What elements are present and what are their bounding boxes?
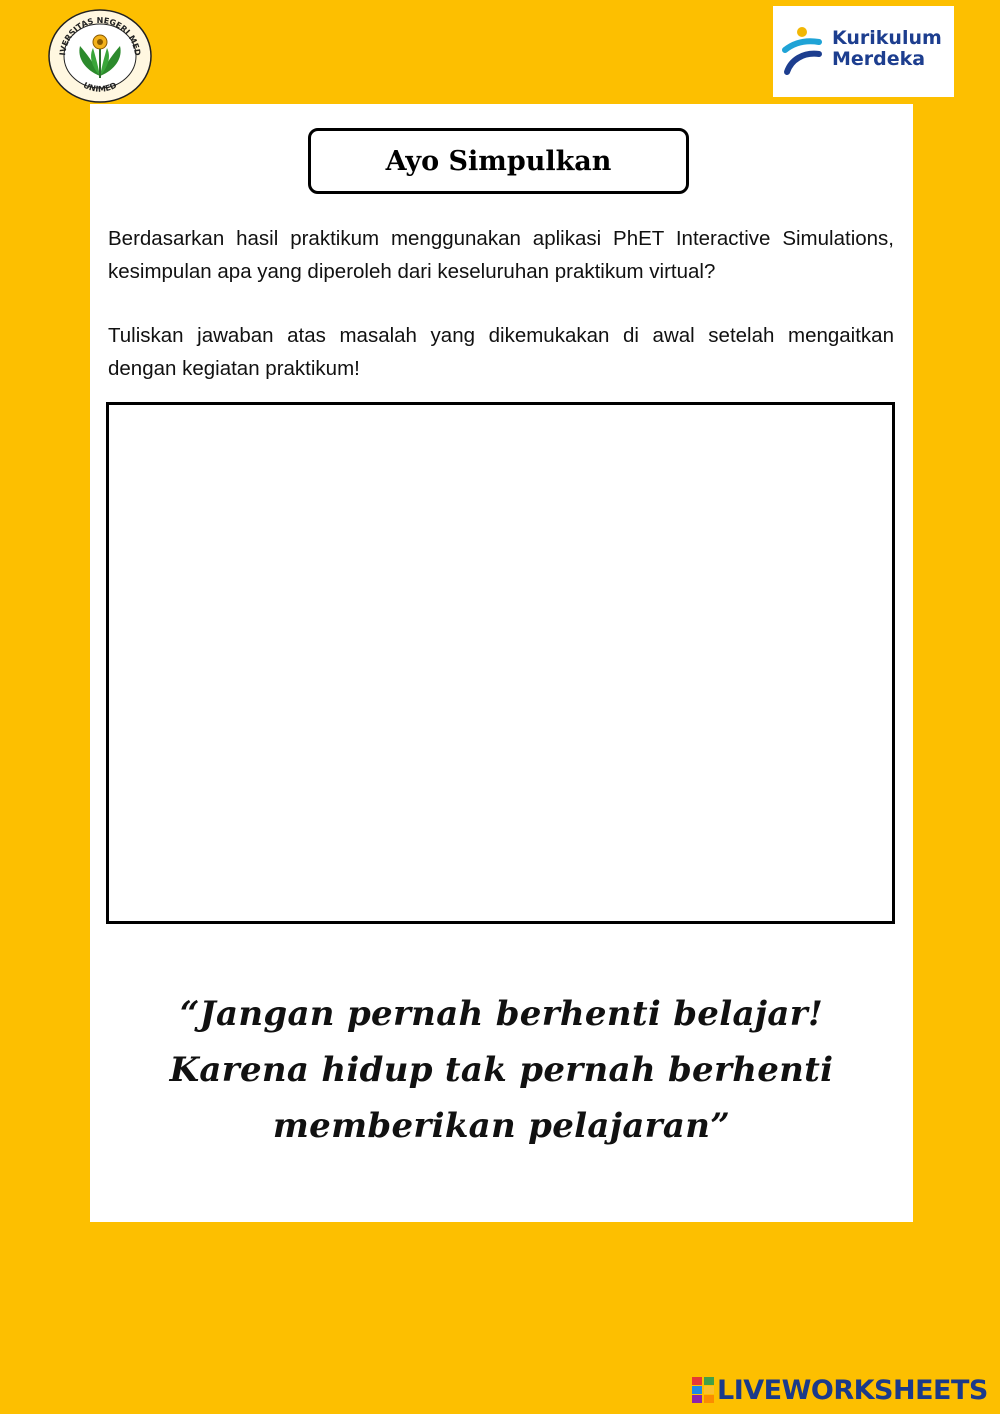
kurikulum-merdeka-logo-icon xyxy=(781,24,825,78)
page-title: Ayo Simpulkan xyxy=(385,145,612,177)
kurikulum-merdeka-text xyxy=(832,28,942,70)
liveworksheets-brand xyxy=(692,1374,988,1406)
seal-bottom-text: UNIMED xyxy=(81,80,119,94)
title-box xyxy=(308,128,689,194)
answer-box[interactable] xyxy=(106,402,895,924)
unimed-logo xyxy=(47,8,153,104)
quote-line-3: memberikan pelajaran” xyxy=(272,1106,731,1146)
motivational-quote xyxy=(150,986,853,1154)
worksheet-sheet xyxy=(90,104,913,1222)
liveworksheets-text: LIVEWORKSHEETS xyxy=(717,1374,988,1406)
unimed-seal-icon xyxy=(47,8,153,104)
logo-line-2: Merdeka xyxy=(832,48,926,70)
quote-line-2: Karena hidup tak pernah berhenti xyxy=(169,1050,834,1090)
instruction-paragraph-1: Berdasarkan hasil praktikum menggunakan aplikasi PhET Interactive Simulations, kesimpulan apa yang diperoleh dari keseluruhan praktikum virtual? xyxy=(108,227,894,283)
instruction-paragraph-2: Tuliskan jawaban atas masalah yang dikemukakan di awal setelah mengaitkan dengan kegiatan praktikum! xyxy=(108,324,894,380)
quote-line-1: “Jangan pernah berhenti belajar! xyxy=(179,994,824,1034)
logo-line-1: Kurikulum xyxy=(832,27,942,49)
kurikulum-merdeka-logo xyxy=(773,6,954,97)
liveworksheets-logo-icon xyxy=(692,1377,714,1403)
seal-ring-text: IVERSITAS NEGERI MED xyxy=(58,15,143,57)
